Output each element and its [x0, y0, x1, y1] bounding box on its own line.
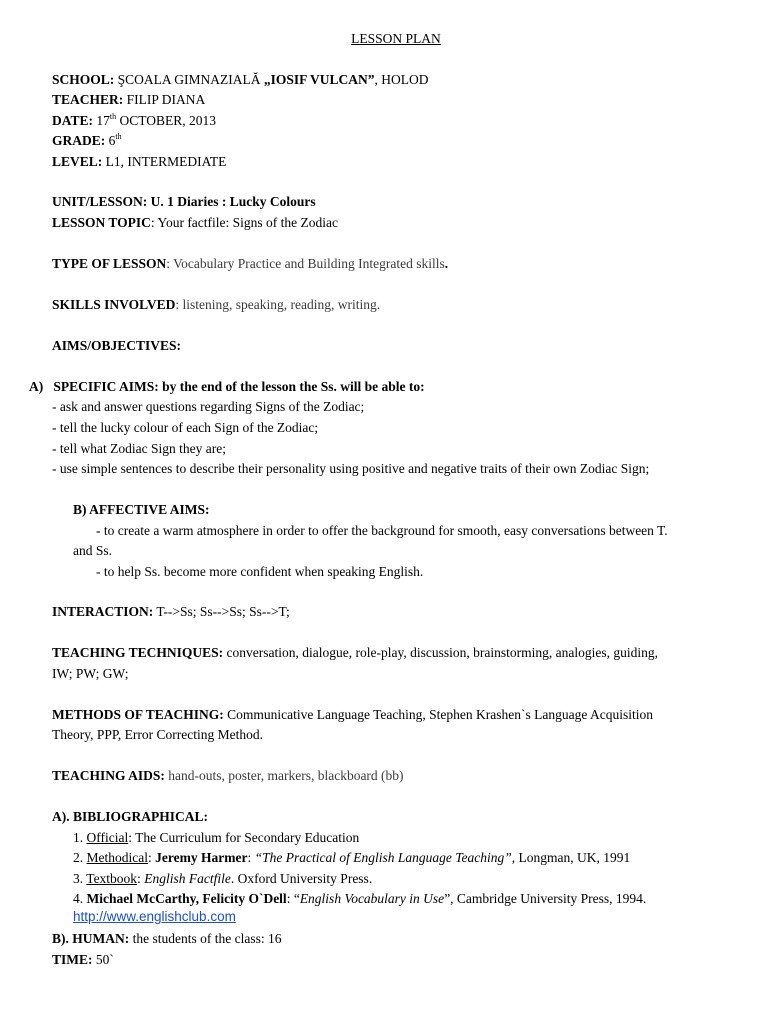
- specific-heading-text: SPECIFIC AIMS: by the end of the lesson the Ss. will be able to:: [53, 379, 425, 394]
- techniques-label: TEACHING TECHNIQUES:: [52, 645, 224, 660]
- item-author: Michael McCarthy, Felicity O`Dell: [86, 891, 287, 906]
- skills-line: [52, 296, 380, 313]
- methods-line: [52, 706, 653, 723]
- techniques-value: conversation, dialogue, role-play, discussion, brainstorming, analogies, guiding,: [223, 645, 658, 660]
- human-value: the students of the class: 16: [129, 931, 282, 946]
- item-number: 1.: [73, 830, 87, 845]
- unit-value: U. 1 Diaries : Lucky Colours: [147, 194, 316, 209]
- affective-aims-heading: [73, 501, 210, 518]
- type-line: [52, 255, 448, 272]
- level-line: [52, 153, 226, 170]
- aims-heading-text: AIMS/OBJECTIVES:: [52, 338, 182, 353]
- item-separator: :: [147, 850, 156, 865]
- item-kind: Textbook: [86, 871, 138, 886]
- unit-line: [52, 193, 316, 210]
- item-publisher: , Longman, UK, 1991: [511, 850, 631, 865]
- item-text: : The Curriculum for Secondary Education: [128, 830, 360, 845]
- bibliography-item-1: [73, 829, 359, 846]
- specific-marker: A): [29, 379, 44, 394]
- date-line: [52, 112, 216, 129]
- methods-value: Communicative Language Teaching, Stephen Krashen`s Language Acquisition: [223, 707, 653, 722]
- type-label: TYPE OF LESSON: [52, 256, 167, 271]
- techniques-line-cont: IW; PW; GW;: [52, 666, 129, 681]
- unit-label: UNIT/LESSON:: [52, 194, 148, 209]
- school-prefix: ŞCOALA GIMNAZIALĂ: [117, 72, 264, 87]
- grade-value: 6: [105, 133, 116, 148]
- techniques-line: [52, 644, 658, 661]
- item-kind: Methodical: [86, 850, 148, 865]
- item-author: Jeremy Harmer: [155, 850, 248, 865]
- date-suffix: th: [109, 111, 117, 121]
- bibliography-item-3: [73, 870, 372, 887]
- type-end: .: [444, 256, 449, 271]
- item-number: 3.: [73, 871, 87, 886]
- skills-value: : listening, speaking, reading, writing.: [175, 297, 381, 312]
- time-label: TIME:: [52, 952, 93, 967]
- aids-value: hand-outs, poster, markers, blackboard (bb): [164, 768, 404, 783]
- englishclub-link[interactable]: http://www.englishclub.com: [73, 909, 236, 924]
- aids-label: TEACHING AIDS:: [52, 768, 165, 783]
- item-separator: : “: [286, 891, 300, 906]
- topic-line: [52, 214, 338, 231]
- level-value: L1, INTERMEDIATE: [102, 154, 227, 169]
- school-line: [52, 71, 429, 88]
- item-book-title: English Factfile: [144, 871, 231, 886]
- specific-aim-item: - ask and answer questions regarding Signs of the Zodiac;: [52, 399, 365, 414]
- interaction-line: [52, 603, 290, 620]
- item-number: 2.: [73, 850, 87, 865]
- teacher-label: TEACHER:: [52, 92, 124, 107]
- item-publisher: ”, Cambridge University Press, 1994.: [444, 891, 647, 906]
- date-day: 17: [93, 113, 110, 128]
- school-label: SCHOOL:: [52, 72, 115, 87]
- affective-heading-text: B) AFFECTIVE AIMS:: [73, 502, 210, 517]
- time-line: [52, 951, 114, 968]
- specific-aim-item: - use simple sentences to describe their personality using positive and negative traits of their own Zodiac Sign;: [52, 461, 650, 476]
- specific-aim-item: - tell what Zodiac Sign they are;: [52, 441, 226, 456]
- skills-label: SKILLS INVOLVED: [52, 297, 176, 312]
- aids-line: [52, 767, 404, 784]
- date-rest: OCTOBER, 2013: [116, 113, 217, 128]
- item-book-title: “The Practical of English Language Teaching”: [254, 850, 512, 865]
- item-separator: :: [247, 850, 255, 865]
- level-label: LEVEL:: [52, 154, 103, 169]
- date-label: DATE:: [52, 113, 94, 128]
- bibliographical-heading: [52, 808, 208, 825]
- specific-aim-item: - tell the lucky colour of each Sign of the Zodiac;: [52, 420, 319, 435]
- teacher-value: FILIP DIANA: [123, 92, 206, 107]
- methods-line-cont: Theory, PPP, Error Correcting Method.: [52, 727, 263, 742]
- interaction-value: T-->Ss; Ss-->Ss; Ss-->T;: [153, 604, 290, 619]
- item-publisher: . Oxford University Press.: [230, 871, 373, 886]
- topic-value: : Your factfile: Signs of the Zodiac: [150, 215, 339, 230]
- grade-line: [52, 132, 122, 149]
- grade-suffix: th: [115, 131, 122, 141]
- school-name: „IOSIF VULCAN”: [263, 72, 375, 87]
- interaction-label: INTERACTION:: [52, 604, 154, 619]
- item-book-title: English Vocabulary in Use: [299, 891, 445, 906]
- affective-aim-item-1: - to create a warm atmosphere in order to offer the background for smooth, easy conversations between T.: [96, 523, 668, 538]
- bibliographical-heading-text: A). BIBLIOGRAPHICAL:: [52, 809, 209, 824]
- human-line: [52, 930, 281, 947]
- grade-label: GRADE:: [52, 133, 106, 148]
- item-separator: :: [137, 871, 145, 886]
- topic-label: LESSON TOPIC: [52, 215, 151, 230]
- teacher-line: [52, 91, 205, 108]
- aims-heading: [52, 337, 181, 354]
- item-kind: Official: [86, 830, 129, 845]
- time-value: 50`: [92, 952, 114, 967]
- affective-aim-item-1-cont: and Ss.: [73, 543, 113, 558]
- item-number: 4.: [73, 891, 87, 906]
- type-value: : Vocabulary Practice and Building Integrated skills: [166, 256, 445, 271]
- human-label: B). HUMAN:: [52, 931, 130, 946]
- bibliography-item-4: [73, 890, 646, 907]
- affective-aim-item-2: - to help Ss. become more confident when speaking English.: [96, 564, 424, 579]
- methods-label: METHODS OF TEACHING:: [52, 707, 224, 722]
- page-title: LESSON PLAN: [351, 31, 441, 46]
- school-suffix: , HOLOD: [374, 72, 429, 87]
- specific-aims-heading: [29, 378, 425, 395]
- bibliography-item-2: [73, 849, 630, 866]
